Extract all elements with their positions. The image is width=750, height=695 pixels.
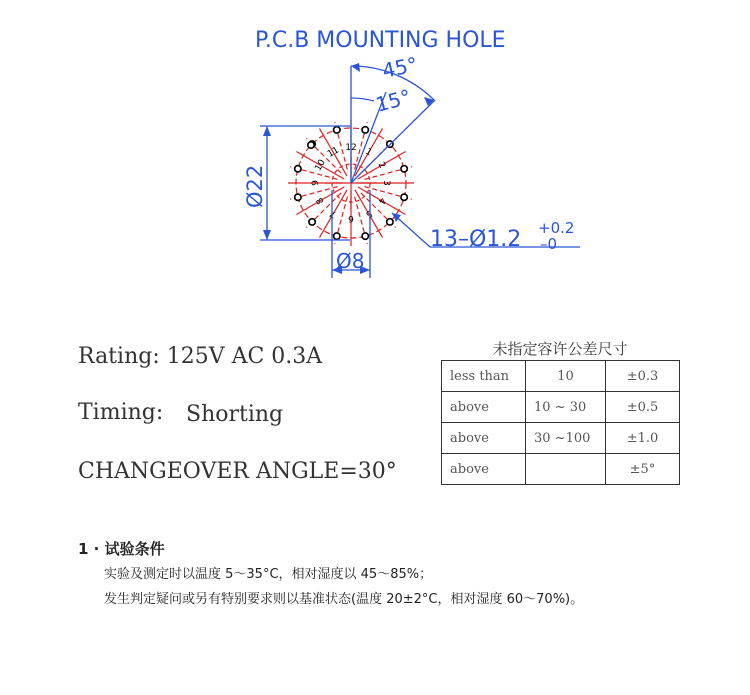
changeover-angle-text: CHANGEOVER ANGLE=30° — [78, 459, 397, 484]
dia8-label: Ø8 — [336, 249, 365, 273]
test-conditions-line-1: 实验及测定时以温度 5～35°C，相对湿度以 45～85%； — [104, 567, 433, 582]
table-cell: above — [442, 454, 526, 485]
drawing-title: P.C.B MOUNTING HOLE — [255, 28, 506, 53]
table-cell: ±1.0 — [606, 423, 680, 454]
table-cell: above — [442, 392, 526, 423]
pin-label: 7 — [328, 207, 339, 220]
table-cell: ±5° — [606, 454, 680, 485]
mounting-hole — [401, 166, 407, 172]
pin-label: 12 — [345, 143, 357, 153]
table-cell: ±0.3 — [606, 361, 680, 392]
dimension-lines — [260, 66, 580, 278]
mounting-hole — [387, 219, 393, 225]
pin-label: 4 — [375, 195, 388, 206]
mounting-hole — [401, 194, 407, 200]
table-cell — [526, 454, 606, 485]
test-conditions-line-2: 发生判定疑问或另有特别要求则以基准状态(温度 20±2°C，相对湿度 60～70%)。 — [104, 592, 584, 607]
pin-label: 8 — [314, 195, 327, 206]
mounting-hole — [334, 127, 340, 133]
pin-label: 10 — [313, 158, 328, 173]
angle-15-label: 15° — [373, 84, 414, 117]
table-cell: 10 — [526, 361, 606, 392]
dia22-label: Ø22 — [243, 164, 267, 208]
table-cell: ±0.5 — [606, 392, 680, 423]
table-row — [442, 392, 680, 423]
test-conditions-title: 1 · 试验条件 — [78, 540, 165, 558]
tolerance-table-caption: 未指定容许公差尺寸 — [492, 340, 628, 358]
table-row — [442, 423, 680, 454]
pin-label: 9 — [311, 180, 321, 186]
pcb-mounting-hole-drawing — [0, 0, 750, 330]
angle-45-label: 45° — [380, 52, 420, 83]
mounting-hole — [334, 233, 340, 239]
mounting-hole — [308, 142, 314, 148]
angle-15-arc — [351, 98, 374, 101]
tolerance-table — [441, 360, 680, 485]
pin-label: 5 — [363, 207, 374, 220]
pin-label: 2 — [375, 160, 388, 171]
hole-tol-minus: –0 — [540, 235, 558, 253]
pin-label: 1 — [363, 146, 374, 159]
hole-spec-label: 13–Ø1.2 — [430, 227, 522, 252]
rating-text: Rating: 125V AC 0.3A — [78, 344, 323, 369]
mounting-hole — [309, 219, 315, 225]
table-row — [442, 454, 680, 485]
mounting-hole — [295, 166, 301, 172]
pin-label: 6 — [348, 213, 354, 223]
table-row — [442, 361, 680, 392]
table-cell: 30 ~100 — [526, 423, 606, 454]
pin-label: 3 — [381, 180, 391, 186]
timing-label: Timing: — [78, 400, 164, 425]
hole-tol-plus: +0.2 — [538, 219, 575, 237]
mounting-hole — [295, 194, 301, 200]
pin-label: 11 — [326, 145, 341, 160]
table-cell: 10 ~ 30 — [526, 392, 606, 423]
mounting-hole — [362, 233, 368, 239]
mounting-hole — [362, 127, 368, 133]
table-cell: above — [442, 423, 526, 454]
timing-value: Shorting — [186, 402, 284, 427]
table-cell: less than — [442, 361, 526, 392]
